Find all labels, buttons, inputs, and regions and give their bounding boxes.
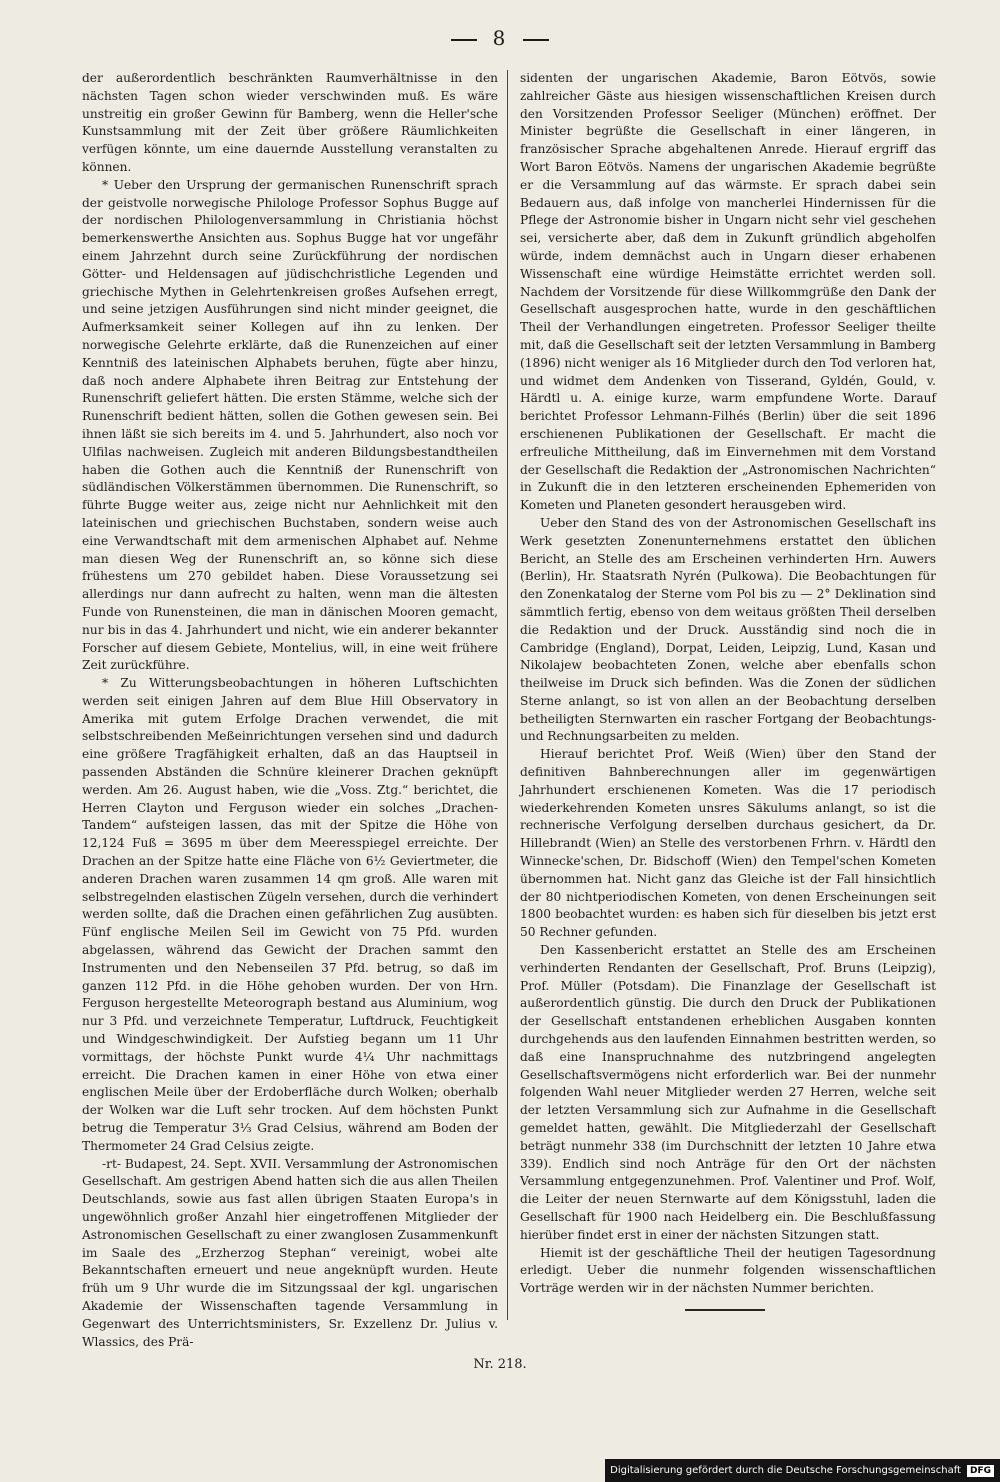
footer-text: Digitalisierung gefördert durch die Deutsche Forschungsgemeinschaft xyxy=(610,1465,961,1476)
digitization-footer xyxy=(605,1459,1000,1482)
article-paragraph: Ueber den Stand des von der Astronomischen Gesellschaft ins Werk gesetzten Zonenunternehmens erstattet den üblichen Bericht, an Stelle des am Erscheinen verhinderten Hrn. Auwers (Berlin), Hr. Staatsrath Nyrén (Pulkowa). Die Beobachtungen für den Zonenkatalog der Sterne vom Pol bis zu — 2° Deklination sind sämmtlich fertig, ebenso von dem weitaus größten Theil derselben die Redaktion und der Druck. Ausständig sind noch die in Cambridge (England), Dorpat, Leiden, Leipzig, Lund, Kasan und Nikolajew beobachteten Zonen, welche aber ebenfalls schon theilweise im Druck sich befinden. Was die Zonen der südlichen Sterne anlangt, so ist von allen an der Beobachtung derselben betheiligten Sternwarten ein rascher Fortgang der Beobachtungs- und Rechnungsarbeiten zu melden. xyxy=(520,515,936,744)
article-paragraph: Den Kassenbericht erstattet an Stelle des am Erscheinen verhinderten Rendanten der Gesellschaft, Prof. Bruns (Leipzig), Prof. Müller (Potsdam). Die Finanzlage der Gesellschaft ist außerordentlich günstig. Die durch den Druck der Publikationen der Gesellschaft entstandenen erheblichen Ausgaben konnten durchgehends aus den laufenden Einnahmen bestritten werden, so daß eine Inanspruchnahme des nutzbringend angelegten Gesellschaftsvermögens nicht erforderlich war. Bei der nunmehr folgenden Wahl neuer Mitglieder werden 27 Herren, welche seit der letzten Versammlung sich zur Aufnahme in die Gesellschaft gemeldet hatten, gewählt. Die Mitgliederzahl der Gesellschaft beträgt nunmehr 338 (im Durchschnitt der letzten 10 Jahre etwa 339). Endlich sind noch Anträge für den Ort der nächsten Versammlung entgegenzunehmen. Prof. Valentiner und Prof. Wolf, die Leiter der neuen Sternwarte auf dem Königsstuhl, laden die Gesellschaft für 1900 nach Heidelberg ein. Die Beschlußfassung hierüber findet erst in einer der nächsten Sitzungen statt. xyxy=(520,943,936,1242)
article-paragraph: Hierauf berichtet Prof. Weiß (Wien) über den Stand der definitiven Bahnberechnungen aller im gegenwärtigen Jahrhundert erschienenen Kometen. Was die 17 periodisch wiederkehrenden Kometen unsres Säkulums anlangt, so ist die rechnerische Verfolgung derselben durchaus gesichert, da Dr. Hillebrandt (Wien) an Stelle des verstorbenen Frhrn. v. Härdtl den Winnecke'schen, Dr. Bidschoff (Wien) den Tempel'schen Kometen übernommen hat. Nicht ganz das Gleiche ist der Fall hinsichtlich der 80 nichtperiodischen Kometen, von denen Erscheinungen seit 1800 beobachtet wurden: es haben sich für dieselben bis jetzt erst 50 Rechner gefunden. xyxy=(520,747,936,940)
page-number-value: 8 xyxy=(492,26,508,50)
article-paragraph: sidenten der ungarischen Akademie, Baron Eötvös, sowie zahlreicher Gäste aus hiesigen wissenschaftlichen Kreisen durch den Vorsitzenden Professor Seeliger (München) eröffnet. Der Minister begrüßte die Gesellschaft in einer längeren, in französischer Sprache abgehaltenen Anrede. Hierauf ergriff das Wort Baron Eötvös. Namens der ungarischen Akademie begrüßte er die Versammlung auf das wärmste. Er sprach dabei sein Bedauern aus, daß infolge von mancherlei Hindernissen für die Pflege der Astronomie bisher in Ungarn nicht sehr viel geschehen sei, versicherte aber, daß dem in Zukunft gründlich abgeholfen würde, indem demnächst auch in Ungarn dieser erhabenen Wissenschaft eine würdige Heimstätte errichtet werden soll. Nachdem der Vorsitzende für diese Willkommgrüße den Dank der Gesellschaft ausgesprochen hatte, wurde in den geschäftlichen Theil der Verhandlungen eingetreten. Professor Seeliger theilte mit, daß die Gesellschaft seit der letzten Versammlung in Bamberg (1896) nicht weniger als 16 Mitglieder durch den Tod verloren hat, und widmet dem Andenken von Tisserand, Gyldén, Gould, v. Härdtl u. A. einige kurze, warm empfundene Worte. Darauf berichtet Professor Lehmann-Filhés (Berlin) über die seit 1896 erschienenen Publikationen der Gesellschaft. Er macht die erfreuliche Mittheilung, daß im Einvernehmen mit dem Vorstand der Gesellschaft die Redaktion der „Astronomischen Nachrichten“ in Zukunft die in den letzteren erscheinenden Ephemeriden von Kometen und Planeten gesondert herausgeben wird. xyxy=(520,71,936,513)
page-number xyxy=(0,26,1000,50)
page-number-dash-right xyxy=(523,39,549,41)
column-divider xyxy=(507,70,508,1320)
article-paragraph: der außerordentlich beschränkten Raumverhältnisse in den nächsten Tagen schon wieder verschwinden muß. Es wäre unstreitig ein großer Gewinn für Bamberg, wenn die Heller'sche Kunstsammlung mit der Zeit über größere Räumlichkeiten verfügen könnte, um eine dauernde Ausstellung veranstalten zu können. xyxy=(82,71,498,174)
left-column xyxy=(82,70,498,1351)
issue-number: Nr. 218. xyxy=(473,1357,527,1372)
article-paragraph: * Zu Witterungsbeobachtungen in höheren Luftschichten werden seit einigen Jahren auf dem Blue Hill Observatory in Amerika mit gutem Erfolge Drachen verwendet, die mit selbstschreibenden Meßeinrichtungen versehen sind und dadurch eine größere Tragfähigkeit erhalten, daß an das Hauptseil in passenden Abständen die Schnüre kleinerer Drachen geknüpft werden. Am 26. August haben, wie die „Voss. Ztg.“ berichtet, die Herren Clayton und Ferguson wieder ein solches „Drachen-Tandem“ aufsteigen lassen, das mit der Spitze die Höhe von 12,124 Fuß = 3695 m über dem Meeresspiegel erreichte. Der Drachen an der Spitze hatte eine Fläche von 6½ Geviertmeter, die anderen Drachen waren zusammen 14 qm groß. Alle waren mit selbstregelnden elastischen Zügeln versehen, durch die verhindert werden sollte, daß die Drachen einen gefährlichen Zug ausübten. Fünf englische Meilen Seil im Gewicht von 75 Pfd. wurden abgelassen, während das Gewicht der Drachen sammt den Instrumenten und den Nebenseilen 37 Pfd. betrug, so daß im ganzen 112 Pfd. in die Höhe gehoben wurden. Der von Hrn. Ferguson hergestellte Meteorograph bestand aus Aluminium, wog nur 3 Pfd. und verzeichnete Temperatur, Luftdruck, Feuchtigkeit und Windgeschwindigkeit. Der Aufstieg begann um 11 Uhr vormittags, der höchste Punkt wurde 4¼ Uhr nachmittags erreicht. Die Drachen kamen in einer Höhe von etwa einer englischen Meile über der Erdoberfläche durch Wolken; oberhalb der Wolken war die Luft sehr trocken. Auf dem höchsten Punkt betrug die Temperatur 3⅓ Grad Celsius, während am Boden der Thermometer 24 Grad Celsius zeigte. xyxy=(82,676,498,1153)
dfg-logo: DFG xyxy=(967,1465,994,1477)
article-paragraph: * Ueber den Ursprung der germanischen Runenschrift sprach der geistvolle norwegische Philologe Professor Sophus Bugge auf der nordischen Philologenversammlung in Christiania höchst bemerkenswerthe Ansichten aus. Sophus Bugge hat vor ungefähr einem Jahrzehnt durch seine Zurückführung der nordischen Götter- und Heldensagen auf jüdischchristliche Legenden und griechische Mythen in Gelehrtenkreisen großes Aufsehen erregt, und seine jetzigen Ausführungen sind nicht minder geeignet, die Aufmerksamkeit seiner Kollegen auf ihn zu lenken. Der norwegische Gelehrte erklärte, daß die Runenzeichen auf einer Kenntniß des lateinischen Alphabets beruhen, fügte aber hinzu, daß noch andere Alphabete ihren Beitrag zur Entstehung der Runenschrift geliefert hätten. Die ersten Stämme, welche sich der Runenschrift bedient hätten, sollen die Gothen gewesen sein. Bei ihnen läßt sie sich bereits im 4. und 5. Jahrhundert, also noch vor Ulfilas nachweisen. Zugleich mit anderen Bildungsbestandtheilen haben die Gothen auch die Kenntniß der Runenschrift von südländischen Völkerstämmen übernommen. Die Runenschrift, so führte Bugge weiter aus, zeige nicht nur Aehnlichkeit mit den lateinischen und griechischen Buchstaben, sondern weise auch eine Verwandtschaft mit dem armenischen Alphabet auf. Nehme man diesen Weg der Runenschrift an, so könne sich diese frühestens um 270 gebildet haben. Diese Voraussetzung sei allerdings nur dann aufrecht zu halten, wenn man die ältesten Funde von Runensteinen, die man in dänischen Mooren gemacht, nur bis in das 4. Jahrhundert und nicht, wie ein anderer bekannter Forscher auf diesem Gebiete, Montelius, will, in eine weit frühere Zeit zurückführe. xyxy=(82,177,498,673)
end-of-article-rule xyxy=(685,1309,765,1311)
page-number-dash-left xyxy=(451,39,477,41)
article-paragraph: -rt- Budapest, 24. Sept. XVII. Versammlung der Astronomischen Gesellschaft. Am gestrigen Abend hatten sich die aus allen Theilen Deutschlands, sowie aus fast allen übrigen Staaten Europa's in ungewöhnlich großer Anzahl hier eingetroffenen Mitglieder der Astronomischen Gesellschaft zu einer zwanglosen Zusammenkunft im Saale des „Erzherzog Stephan“ vereinigt, wobei alte Bekanntschaften erneuert und neue angeknüpft wurden. Heute früh um 9 Uhr wurde die im Sitzungssaal der kgl. ungarischen Akademie der Wissenschaften tagende Versammlung in Gegenwart des Unterrichtsministers, Sr. Exzellenz Dr. Julius v. Wlassics, des Prä- xyxy=(82,1156,498,1349)
article-paragraph: Hiemit ist der geschäftliche Theil der heutigen Tagesordnung erledigt. Ueber die nunmehr folgenden wissenschaftlichen Vorträge werden wir in der nächsten Nummer berichten. xyxy=(520,1245,936,1296)
right-column xyxy=(520,70,936,1298)
